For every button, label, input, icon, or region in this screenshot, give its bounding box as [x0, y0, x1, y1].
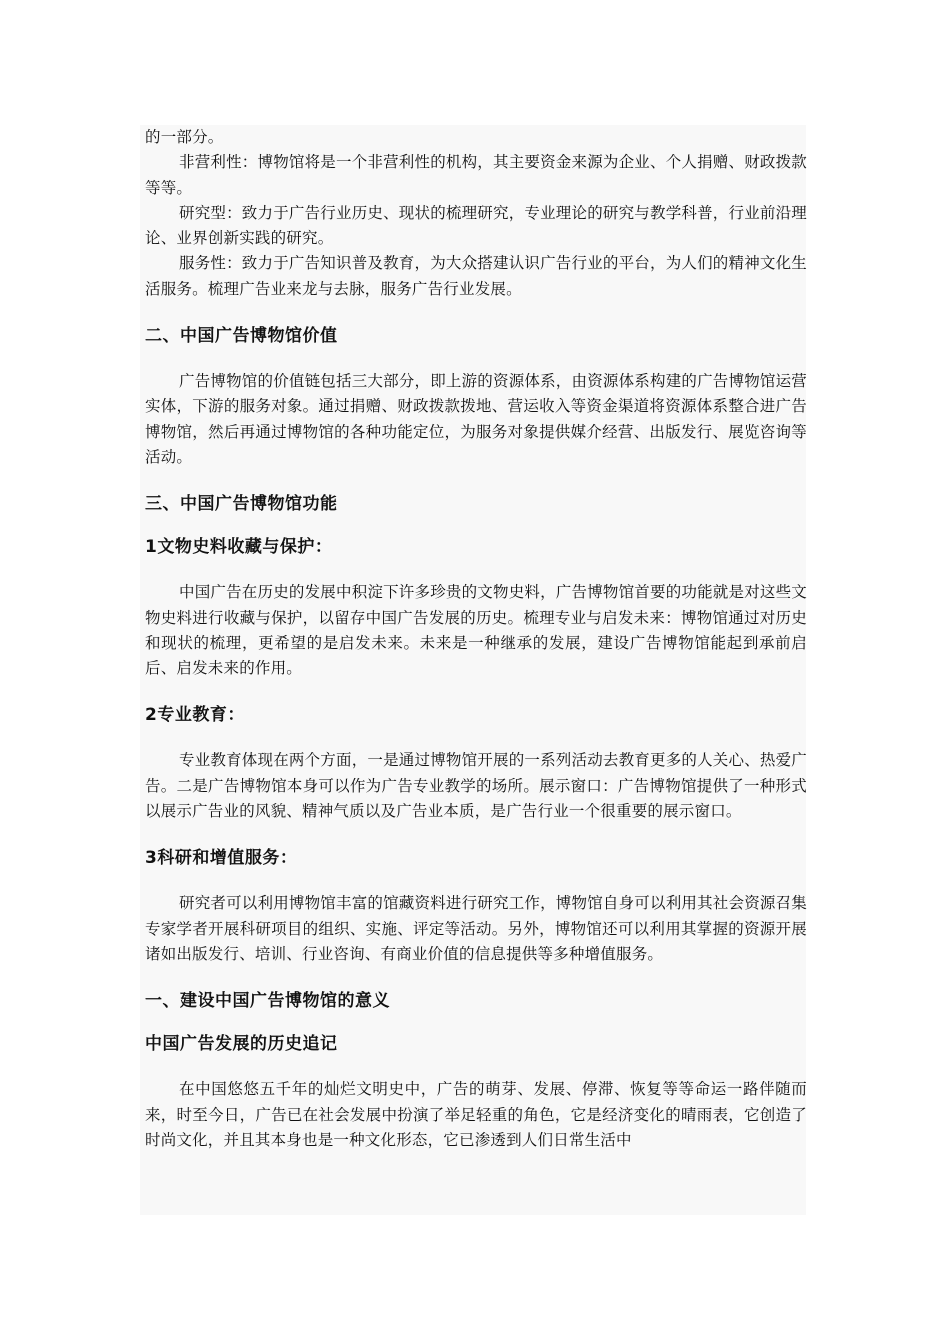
paragraph: 的一部分。	[145, 128, 224, 146]
section-heading: 二、中国广告博物馆价值	[145, 326, 338, 347]
section-heading: 三、中国广告博物馆功能	[145, 494, 338, 515]
paragraph: 专业教育体现在两个方面，一是通过博物馆开展的一系列活动去教育更多的人关心、热爱广告。二是广告博物馆本身可以作为广告专业教学的场所。展示窗口：广告博物馆提供了一种形式以展示广告业的风貌、精神气质以及广告业本质，是广告行业一个很重要的展示窗口。	[145, 751, 808, 821]
paragraph: 非营利性：博物馆将是一个非营利性的机构，其主要资金来源为企业、个人捐赠、财政拨款等等。	[145, 153, 808, 197]
paragraph: 服务性：致力于广告知识普及教育，为大众搭建认识广告行业的平台，为人们的精神文化生活服务。梳理广告业来龙与去脉，服务广告行业发展。	[145, 254, 808, 298]
paragraph: 研究者可以利用博物馆丰富的馆藏资料进行研究工作，博物馆自身可以利用其社会资源召集专家学者开展科研项目的组织、实施、评定等活动。另外，博物馆还可以利用其掌握的资源开展诸如出版发行、培训、行业咨询、有商业价值的信息提供等多种增值服务。	[145, 894, 808, 963]
section-heading: 3科研和增值服务：	[145, 848, 298, 869]
paragraph: 广告博物馆的价值链包括三大部分，即上游的资源体系，由资源体系构建的广告博物馆运营实体，下游的服务对象。通过捐赠、财政拨款拨地、营运收入等资金渠道将资源体系整合进广告博物馆，然后再通过博物馆的各种功能定位，为服务对象提供媒介经营、出版发行、展览咨询等活动。	[145, 372, 808, 466]
section-heading: 一、建设中国广告博物馆的意义	[145, 991, 390, 1012]
section-heading: 1文物史料收藏与保护：	[145, 537, 333, 558]
paragraph: 研究型：致力于广告行业历史、现状的梳理研究，专业理论的研究与教学科普，行业前沿理论、业界创新实践的研究。	[145, 203, 808, 248]
document-body	[145, 125, 807, 1153]
paragraph: 中国广告在历史的发展中积淀下许多珍贵的文物史料，广告博物馆首要的功能就是对这些文物史料进行收藏与保护，以留存中国广告发展的历史。梳理专业与启发未来：博物馆通过对历史和现状的梳理，更希望的是启发未来。未来是一种继承的发展，建设广告博物馆能起到承前启后、启发未来的作用。	[145, 583, 808, 678]
paragraph: 在中国悠悠五千年的灿烂文明史中，广告的萌芽、发展、停滞、恢复等等命运一路伴随而来，时至今日，广告已在社会发展中扮演了举足轻重的角色，它是经济变化的晴雨表，它创造了时尚文化，并且其本身也是一种文化形态，它已渗透到人们日常生活中	[145, 1080, 807, 1149]
section-heading: 2专业教育：	[145, 705, 245, 726]
section-heading: 中国广告发展的历史追记	[145, 1034, 338, 1055]
